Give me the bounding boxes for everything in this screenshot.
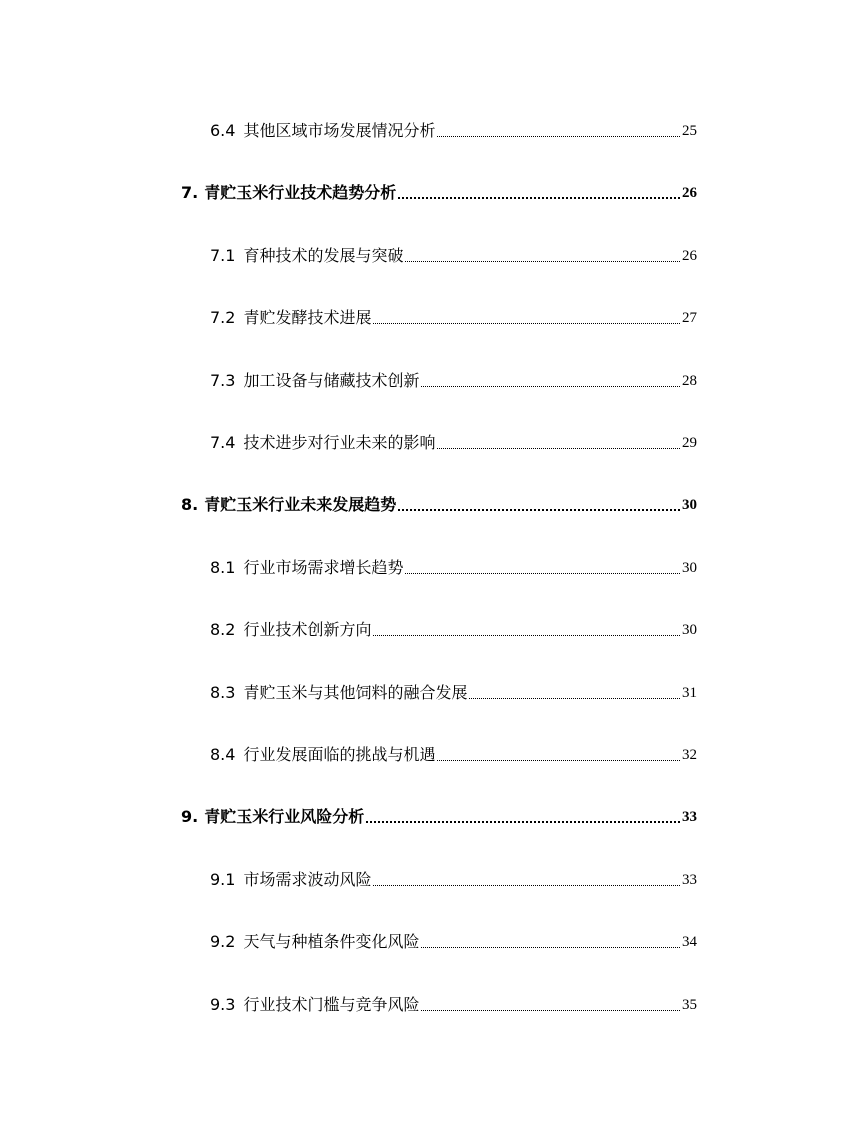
toc-entry-page: 30 — [682, 622, 697, 638]
toc-entry-title: 技术进步对行业未来的影响 — [243, 433, 436, 452]
toc-entry-page: 30 — [682, 497, 697, 513]
toc-entry-9-1[interactable] — [210, 866, 697, 890]
toc-entry-9[interactable] — [181, 803, 697, 827]
toc-entry-number: 9. — [181, 807, 199, 826]
toc-entry-title: 青贮玉米行业未来发展趋势 — [204, 495, 397, 514]
toc-entry-title: 加工设备与储藏技术创新 — [243, 371, 420, 390]
toc-entry-page: 25 — [682, 123, 697, 139]
toc-entry-6-4[interactable] — [210, 117, 697, 141]
toc-entry-title: 行业技术门槛与竞争风险 — [243, 995, 420, 1014]
toc-entry-title: 行业市场需求增长趋势 — [243, 558, 404, 577]
toc-entry-number: 6.4 — [210, 121, 236, 140]
toc-entry-page: 26 — [682, 248, 697, 264]
toc-entry-title: 青贮玉米行业风险分析 — [204, 807, 365, 826]
toc-dot-leader — [366, 821, 680, 823]
toc-entry-7-1[interactable] — [210, 242, 697, 266]
toc-entry-8[interactable] — [181, 491, 697, 515]
toc-dot-leader — [398, 197, 680, 199]
toc-entry-8-2[interactable] — [210, 616, 697, 640]
toc-dot-leader — [405, 261, 680, 262]
toc-entry-7[interactable] — [181, 179, 697, 203]
toc-dot-leader — [437, 760, 680, 761]
toc-dot-leader — [373, 635, 680, 636]
toc-entry-page: 26 — [682, 185, 697, 201]
toc-entry-number: 7.3 — [210, 371, 236, 390]
toc-entry-8-4[interactable] — [210, 741, 697, 765]
toc-entry-9-2[interactable] — [210, 928, 697, 952]
toc-dot-leader — [421, 1010, 680, 1011]
toc-dot-leader — [373, 885, 680, 886]
toc-entry-page: 28 — [682, 373, 697, 389]
toc-dot-leader — [437, 136, 680, 137]
toc-entry-title: 天气与种植条件变化风险 — [243, 932, 420, 951]
toc-entry-title: 行业技术创新方向 — [243, 620, 372, 639]
toc-entry-title: 育种技术的发展与突破 — [243, 246, 404, 265]
toc-entry-number: 8.4 — [210, 745, 236, 764]
toc-dot-leader — [437, 448, 680, 449]
toc-dot-leader — [373, 323, 680, 324]
toc-entry-number: 8.3 — [210, 683, 236, 702]
toc-entry-8-1[interactable] — [210, 554, 697, 578]
toc-entry-number: 7.2 — [210, 308, 236, 327]
toc-dot-leader — [398, 509, 680, 511]
toc-entry-8-3[interactable] — [210, 679, 697, 703]
toc-entry-number: 7.1 — [210, 246, 236, 265]
toc-entry-title: 其他区域市场发展情况分析 — [243, 121, 436, 140]
toc-entry-number: 8.2 — [210, 620, 236, 639]
toc-entry-9-3[interactable] — [210, 991, 697, 1015]
toc-entry-title: 青贮玉米行业技术趋势分析 — [204, 183, 397, 202]
toc-entry-number: 7.4 — [210, 433, 236, 452]
toc-entry-page: 30 — [682, 560, 697, 576]
toc-entry-page: 33 — [682, 809, 697, 825]
toc-dot-leader — [421, 386, 680, 387]
toc-dot-leader — [405, 573, 680, 574]
toc-entry-number: 9.1 — [210, 870, 236, 889]
toc-entry-number: 8.1 — [210, 558, 236, 577]
toc-entry-number: 7. — [181, 183, 199, 202]
toc-entry-7-2[interactable] — [210, 304, 697, 328]
toc-entry-page: 29 — [682, 435, 697, 451]
toc-entry-page: 34 — [682, 934, 697, 950]
toc-entry-title: 行业发展面临的挑战与机遇 — [243, 745, 436, 764]
toc-entry-title: 青贮发酵技术进展 — [243, 308, 372, 327]
toc-entry-number: 9.3 — [210, 995, 236, 1014]
toc-entry-7-4[interactable] — [210, 429, 697, 453]
toc-entry-number: 9.2 — [210, 932, 236, 951]
toc-dot-leader — [421, 947, 680, 948]
toc-entry-page: 33 — [682, 872, 697, 888]
toc-entry-title: 市场需求波动风险 — [243, 870, 372, 889]
toc-entry-page: 31 — [682, 685, 697, 701]
toc-entry-7-3[interactable] — [210, 367, 697, 391]
toc-entry-page: 35 — [682, 997, 697, 1013]
toc-entry-number: 8. — [181, 495, 199, 514]
toc-dot-leader — [469, 698, 680, 699]
toc-entry-page: 27 — [682, 310, 697, 326]
toc-entry-title: 青贮玉米与其他饲料的融合发展 — [243, 683, 468, 702]
toc-entry-page: 32 — [682, 747, 697, 763]
